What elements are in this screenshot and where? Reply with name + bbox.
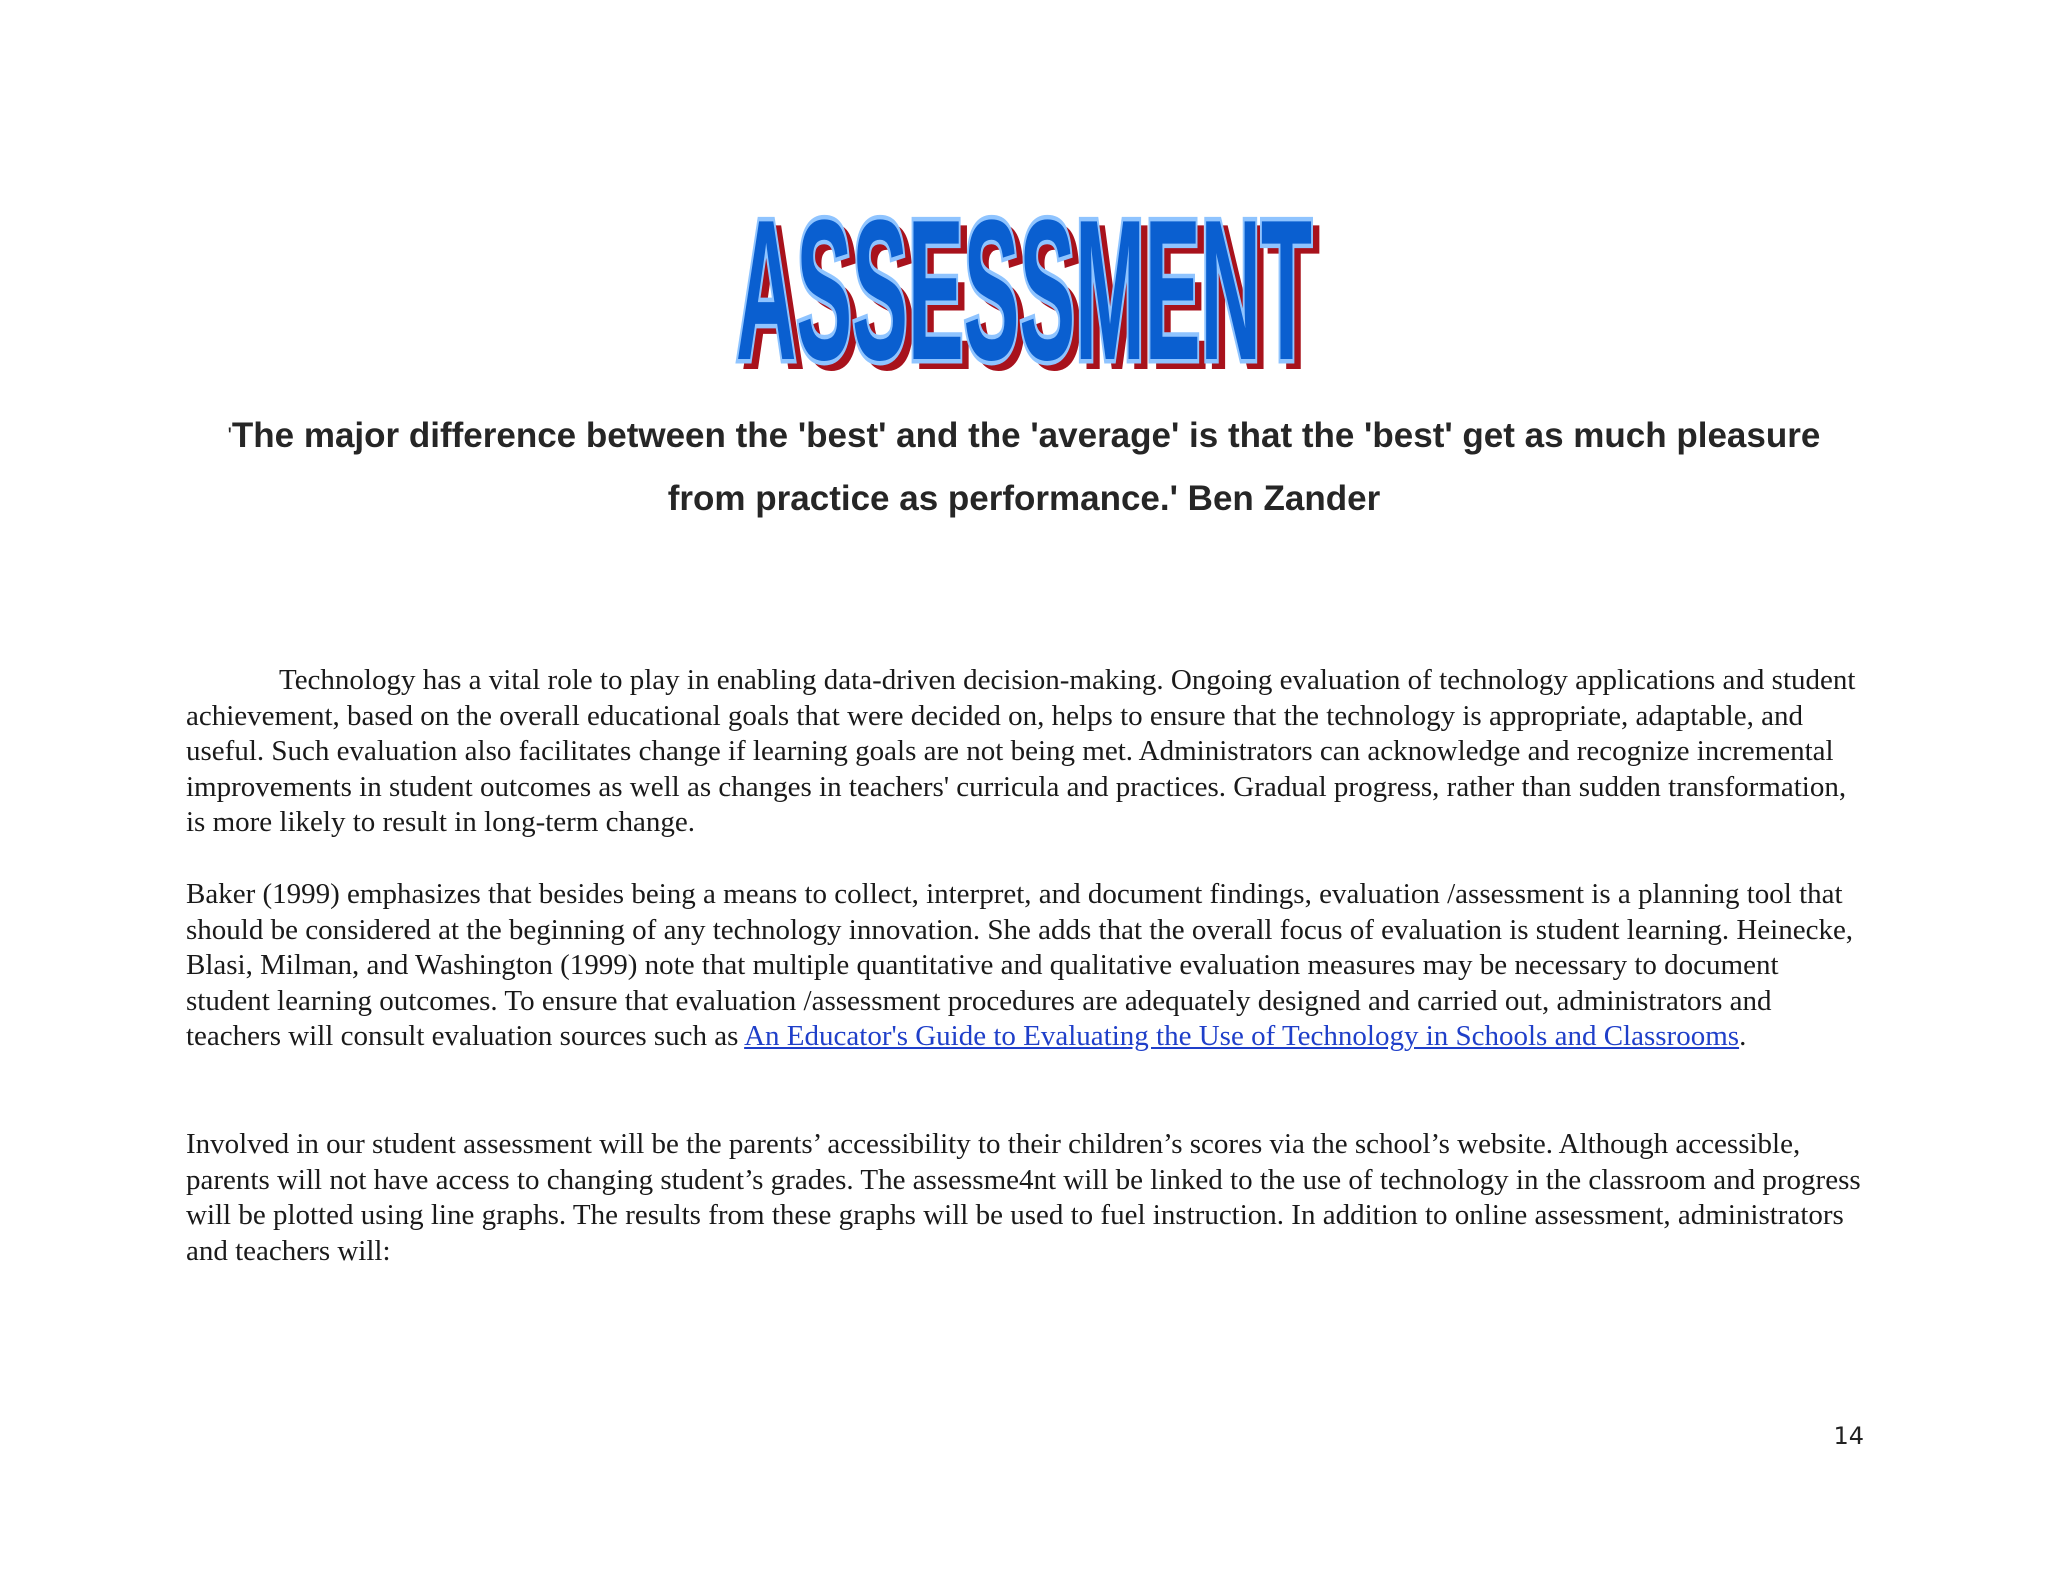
- paragraph-baker-evaluation: [186, 877, 1862, 1055]
- quote-text: The major difference between the 'best' and the 'average' is that the 'best' get as much pleasure from practice as performance.' Ben Zander: [231, 416, 1821, 518]
- wordart-shadow: ASSESSMENT: [743, 186, 1319, 376]
- wordart-fill: ASSESSMENT: [736, 186, 1312, 376]
- quote-lead-mark: ': [227, 423, 232, 448]
- paragraph-end-punctuation: .: [1739, 1020, 1747, 1053]
- paragraph-technology-role: Technology has a vital role to play in enabling data-driven decision-making. Ongoing evaluation of technology applications and student achievement, based on the overall educational goals that were decided on, helps to ensure that the technology is appropriate, adaptable, and useful. Such evaluation also facilitates change if learning goals are not being met. Administrators can acknowledge and recognize incremental improvements in student outcomes as well as changes in teachers' curricula and practices. Gradual progress, rather than sudden transformation, is more likely to result in long-term change.: [186, 664, 1856, 839]
- educators-guide-link[interactable]: An Educator's Guide to Evaluating the Use of Technology in Schools and Classrooms: [744, 1020, 1740, 1053]
- wordart-outline: ASSESSMENT: [736, 186, 1312, 376]
- paragraph-text: Baker (1999) emphasizes that besides being a means to collect, interpret, and document findings, evaluation /assessment is a planning tool that should be considered at the beginning of any technology innovation. She adds that the overall focus of evaluation is student learning. Heinecke, Blasi, Milman, and Washington (1999) note that multiple quantitative and qualitative evaluation measures may be necessary to document student learning outcomes. To ensure that evaluation /assessment procedures are adequately designed and carried out, administrators and teachers will consult evaluation sources such as: [186, 878, 1854, 1053]
- paragraph-parent-involvement: Involved in our student assessment will be the parents’ accessibility to their children’s scores via the school’s website. Although accessible, parents will not have access to changing student’s grades. The assessme4nt will be linked to the use of technology in the classroom and progress will be plotted using line graphs. The results from these graphs will be used to fuel instruction. In addition to online assessment, administrators and teachers will:: [186, 1128, 1861, 1267]
- quote-block: [186, 404, 1862, 530]
- page-number: 14: [1833, 1422, 1864, 1450]
- wordart-graphic: [730, 186, 1320, 376]
- assessment-wordart-title: [730, 186, 1320, 376]
